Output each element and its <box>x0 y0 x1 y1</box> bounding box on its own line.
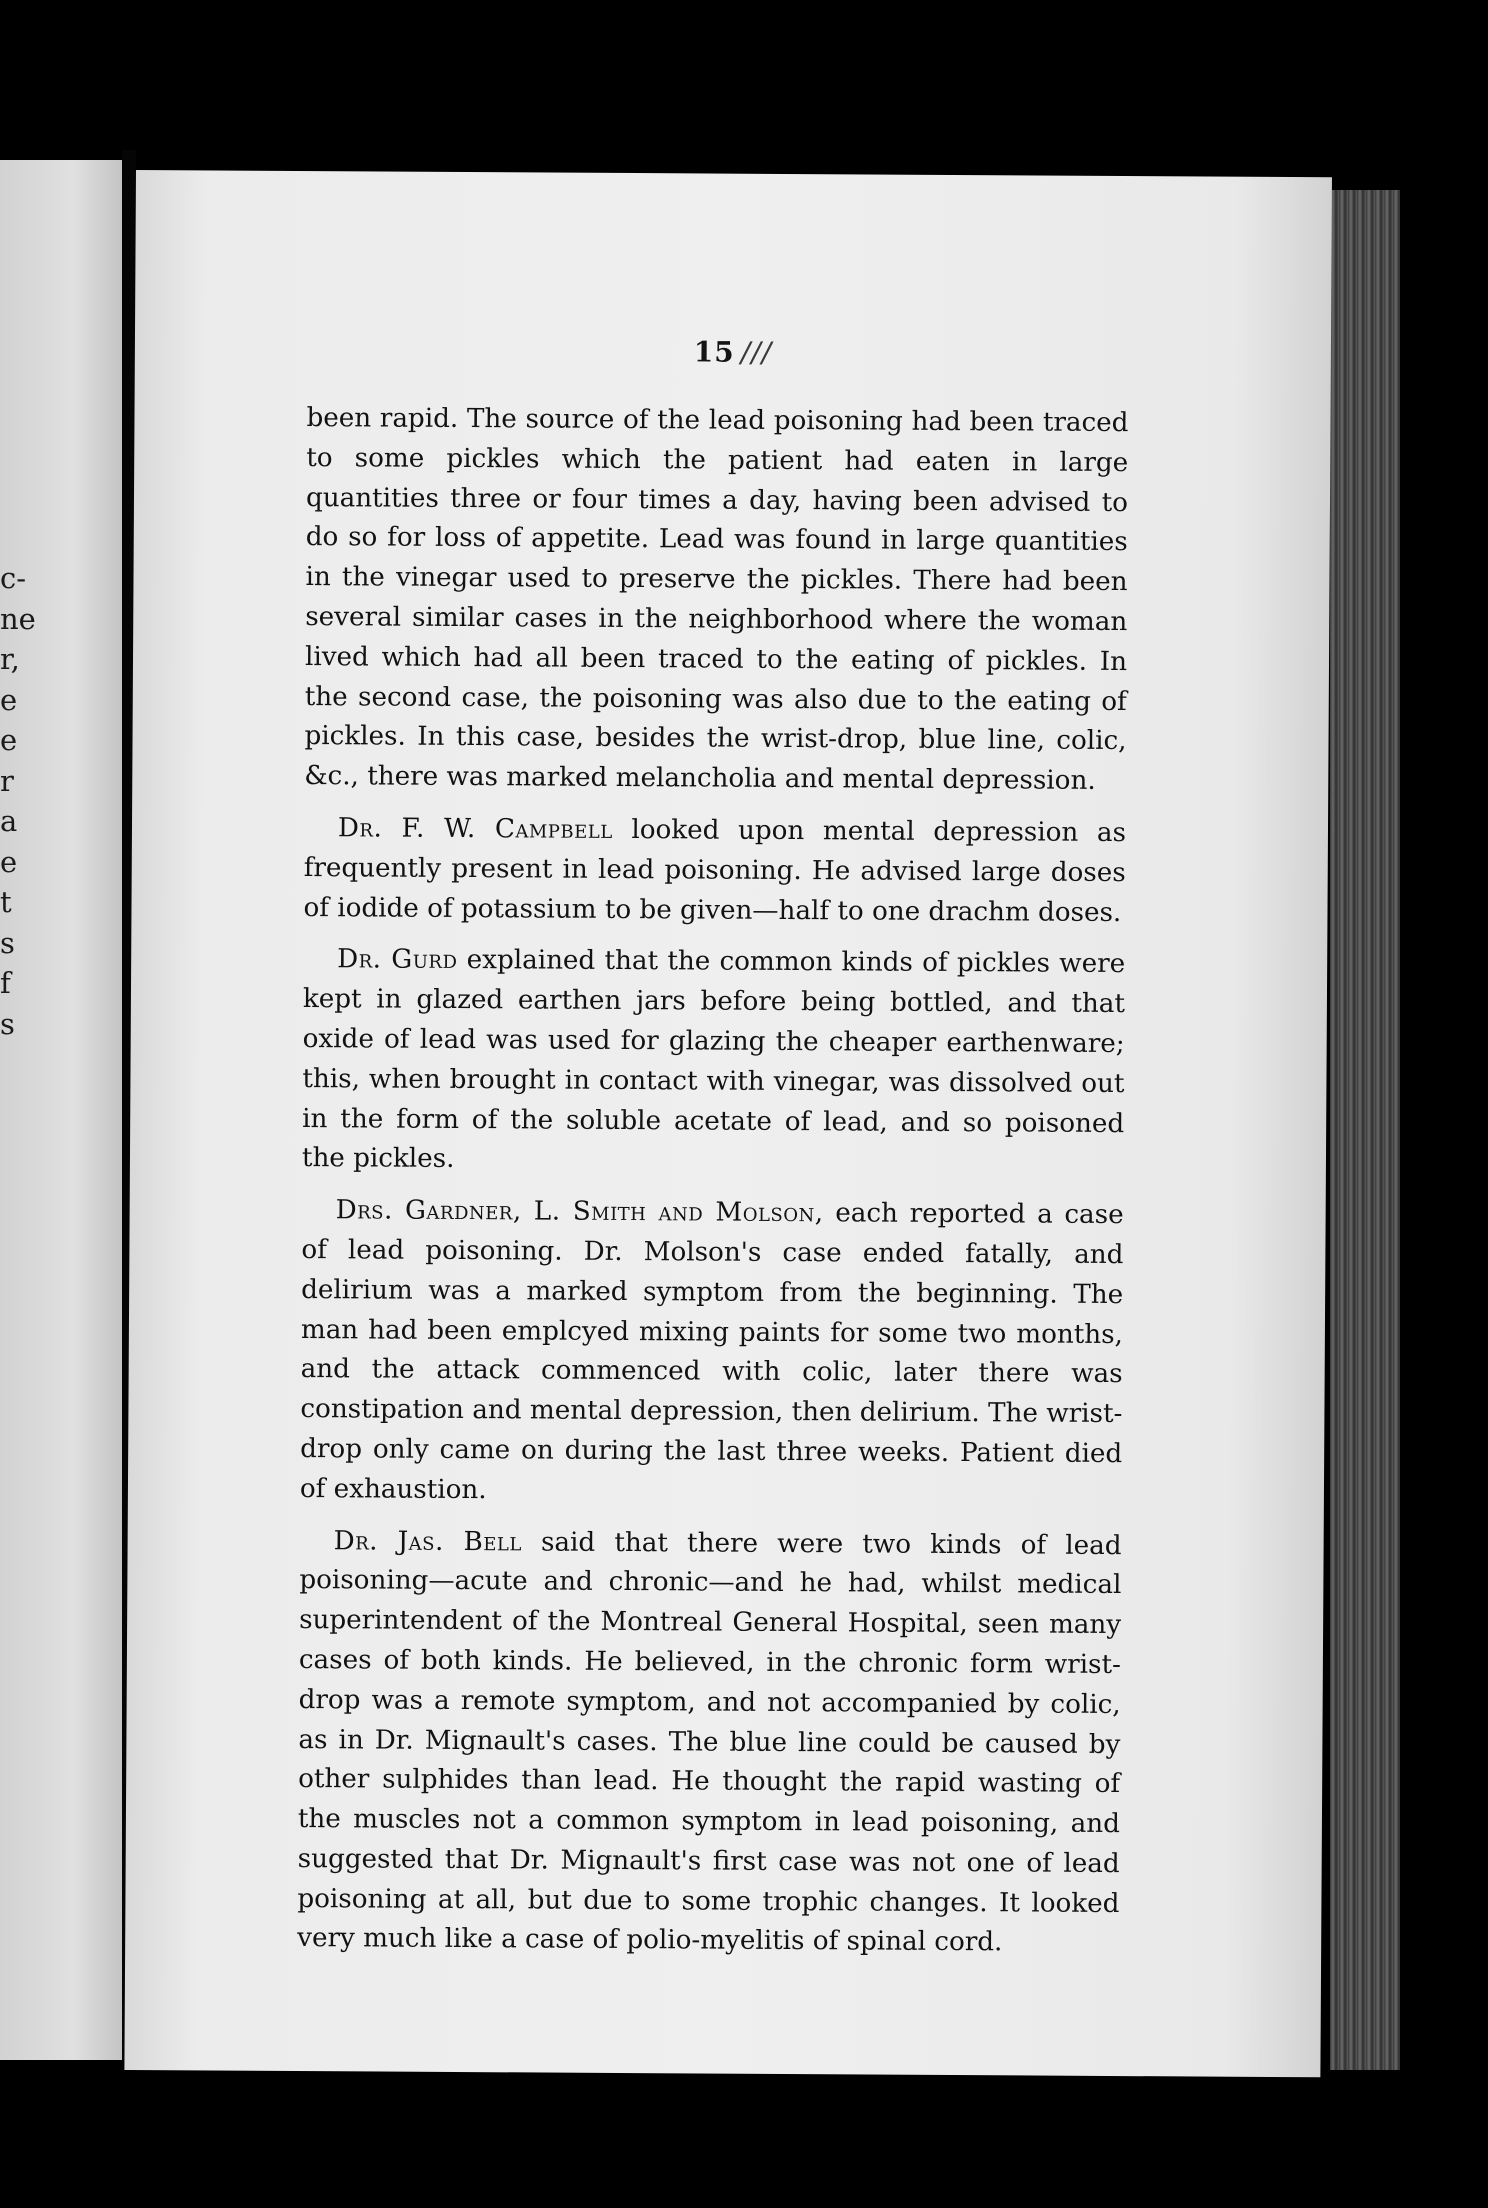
left-fragment: f <box>0 966 11 1000</box>
speaker-name: Dr. Jas. Bell <box>333 1525 522 1557</box>
speaker-name: Dr. Gurd <box>337 944 458 976</box>
left-fragment: r <box>0 763 14 798</box>
paragraph-text: said that there were two kinds of lead poisoning—acute and chronic—and he had, whilst medical superintendent of the Montreal General Hospital, seen many cases of both kinds. He believed, in the chronic form wrist-drop was a remote symptom, and not accompanied by colic, as in Dr. Mignault's cases. The blue line could be caused by other sulphides than lead. He thought the rapid wasting of the muscles not a common symptom in lead poisoning, and suggested that Dr. Mignault's first case was not one of lead poisoning at all, but due to some trophic changes. It looked very much like a case of polio-myelitis of spinal cord. <box>297 1526 1122 1958</box>
paragraph <box>304 399 1128 802</box>
left-fragment: e <box>0 723 18 757</box>
pencil-annotation: /// <box>740 335 773 369</box>
speaker-name: Dr. F. W. Campbell <box>337 813 613 845</box>
paragraph <box>303 809 1126 933</box>
speaker-name: Drs. Gardner, L. Smith and Molson, <box>335 1195 824 1229</box>
paragraph-text: explained that the common kinds of pickles were kept in glazed earthen jars before being bottled, and that oxide of lead was used for glazing the cheaper earthenware; this, when brought in contact with vinegar, was dissolved out in the form of the soluble acetate of lead, and so poisoned the pickles. <box>301 945 1126 1175</box>
paragraph-text: been rapid. The source of the lead poisoning had been traced to some pickles which the patient had eaten in large quantities three or four times a day, having been advised to do so for loss of appetite. Lead was found in large quantities in the vinegar used to preserve the pickles. There had been several similar cases in the neighborhood where the woman lived which had all been traced to the eating of pickles. In the second case, the poisoning was also due to the eating of pickles. In this case, besides the wrist-drop, blue line, colic, &c., there was marked melancholia and mental depression. <box>304 403 1129 797</box>
page-edge-stack <box>1330 190 1400 2070</box>
paragraph <box>297 1522 1122 1965</box>
left-fragment: a <box>0 804 18 838</box>
left-fragment: e <box>0 844 18 879</box>
left-fragment: c- <box>0 561 27 595</box>
left-page-line-fragments <box>0 558 36 1044</box>
left-fragment: r, <box>0 642 20 676</box>
paragraph <box>300 1191 1124 1514</box>
book-page <box>124 170 1332 2077</box>
paragraph-text: looked upon mental depression as frequently present in lead poisoning. He advised large doses of iodide of potassium to be given—half to one drachm doses. <box>303 814 1127 928</box>
left-fragment: s <box>0 1006 15 1041</box>
page-number-value: 15 <box>693 335 735 369</box>
page-number <box>135 332 1331 372</box>
adjacent-left-page <box>0 160 122 2060</box>
left-fragment: ne <box>0 601 36 636</box>
left-fragment: t <box>0 885 12 919</box>
body-text <box>297 399 1129 1976</box>
left-fragment: e <box>0 682 18 717</box>
left-fragment: s <box>0 925 15 960</box>
paragraph <box>302 940 1125 1184</box>
paragraph-text: each reported a case of lead poisoning. Dr. Molson's case ended fatally, and delirium was a marked symptom from the beginning. The man had been emplcyed mixing paints for some two months, and the attack commenced with colic, later there was constipation and mental depression, then delirium. The wrist-drop only came on during the last three weeks. Patient died of exhaustion. <box>299 1198 1124 1505</box>
